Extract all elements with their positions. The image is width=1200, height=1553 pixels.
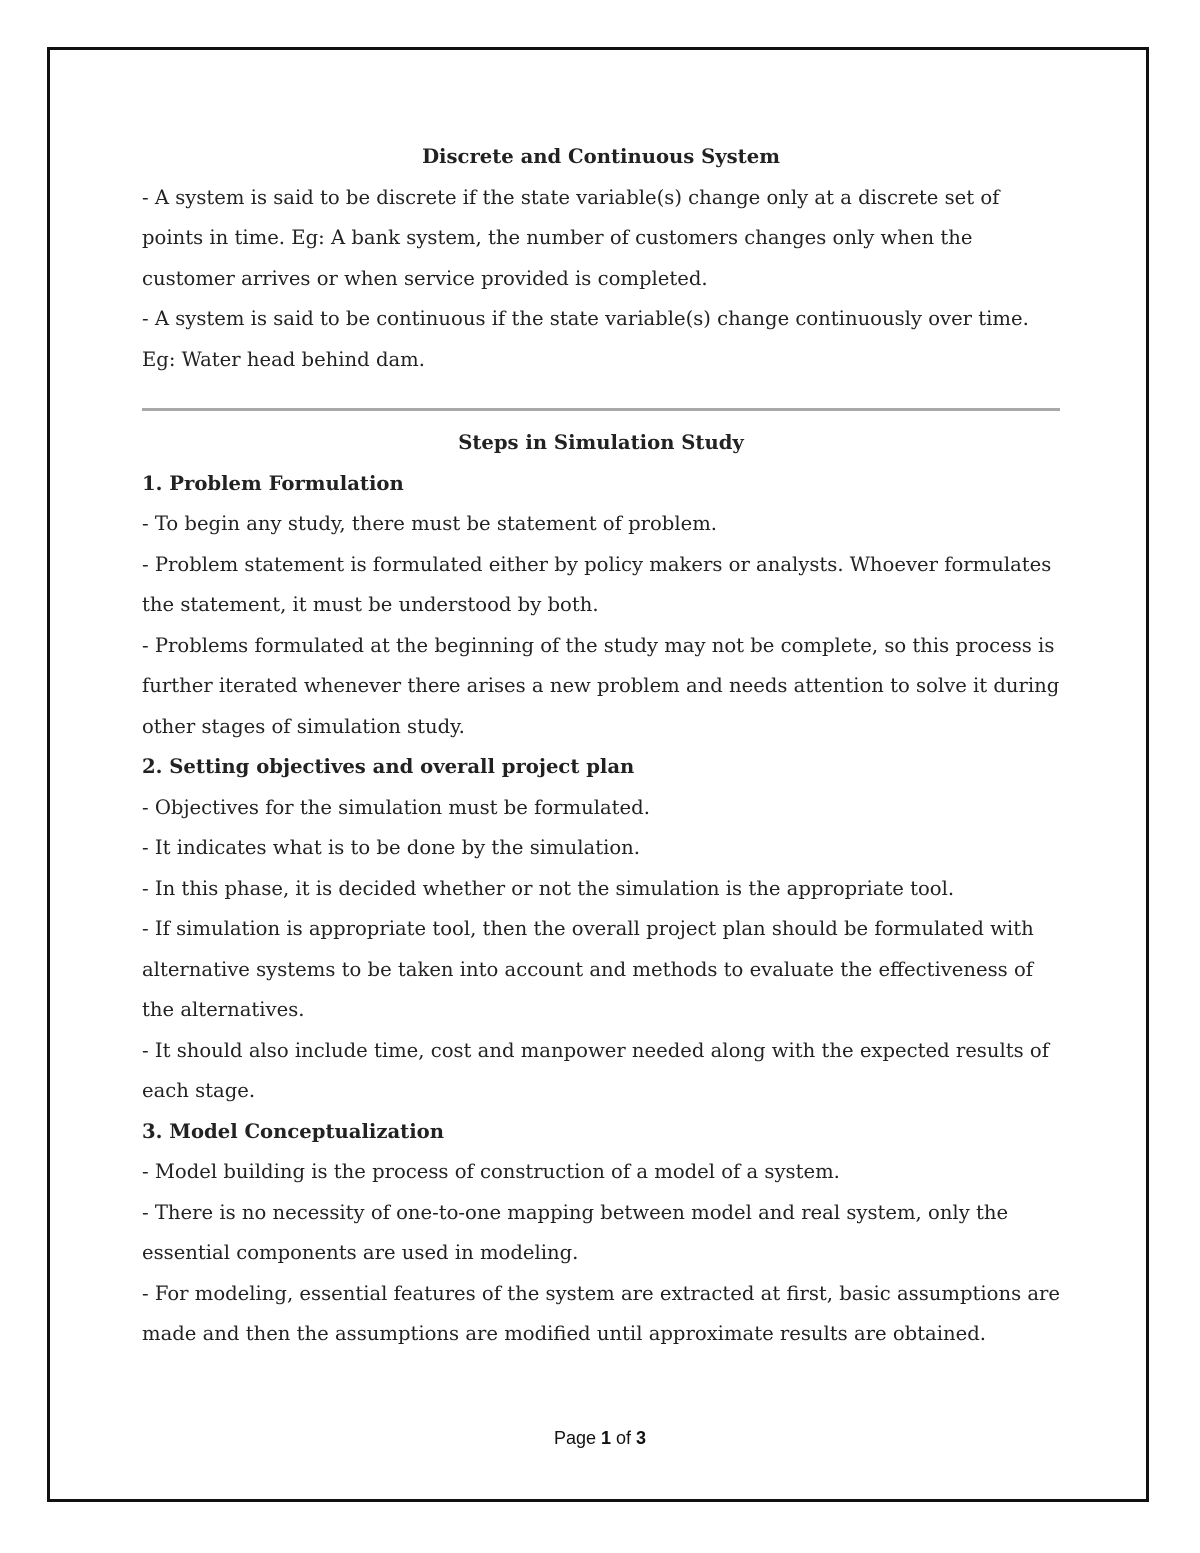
page-number-footer [0,1428,1200,1449]
step-point: - It indicates what is to be done by the simulation. [142,836,640,859]
section-title-discrete-continuous: Discrete and Continuous System [422,145,780,168]
step-heading-objectives: 2. Setting objectives and overall project plan [142,755,635,778]
document-content [142,137,1060,1355]
step-point: - Model building is the process of construction of a model of a system. [142,1160,840,1183]
page-separator: of [611,1428,637,1448]
step-point: - In this phase, it is decided whether or not the simulation is the appropriate tool. [142,876,955,900]
step-heading-model-conceptualization: 3. Model Conceptualization [142,1119,444,1143]
step-heading-problem-formulation: 1. Problem Formulation [142,471,404,495]
step-point: - For modeling, essential features of the system are extracted at first, basic assumptions are made and then the assumptions are modified until approximate results are obtained. [142,1281,1061,1345]
step-point: - If simulation is appropriate tool, then the overall project plan should be formulated with alternative systems to be taken into account and methods to evaluate the effectiveness of the alternatives. [142,917,1034,1021]
step-point: - It should also include time, cost and manpower needed along with the expected results of each stage. [142,1038,1049,1102]
step-point: - Problem statement is formulated either by policy makers or analysts. Whoever formulates the statement, it must be understood by both. [142,552,1052,616]
section-title-simulation-steps: Steps in Simulation Study [458,431,744,454]
page-prefix: Page [553,1428,601,1448]
step-point: - Objectives for the simulation must be formulated. [142,795,650,819]
total-page-count: 3 [636,1428,647,1448]
section-divider [142,408,1060,411]
step-point: - To begin any study, there must be statement of problem. [142,512,718,535]
step-point: - Problems formulated at the beginning of the study may not be complete, so this process is further iterated whenever there arises a new problem and needs attention to solve it during other stages of simulation study. [142,633,1060,738]
paragraph-continuous: - A system is said to be continuous if the state variable(s) change continuously over time. Eg: Water head behind dam. [142,307,1029,371]
step-point: - There is no necessity of one-to-one mapping between model and real system, only the essential components are used in modeling. [142,1200,1009,1264]
current-page-number: 1 [601,1428,612,1448]
paragraph-discrete: - A system is said to be discrete if the state variable(s) change only at a discrete set of points in time. Eg: A bank system, the number of customers changes only when the customer arrives or when service provided is completed. [142,185,1000,290]
